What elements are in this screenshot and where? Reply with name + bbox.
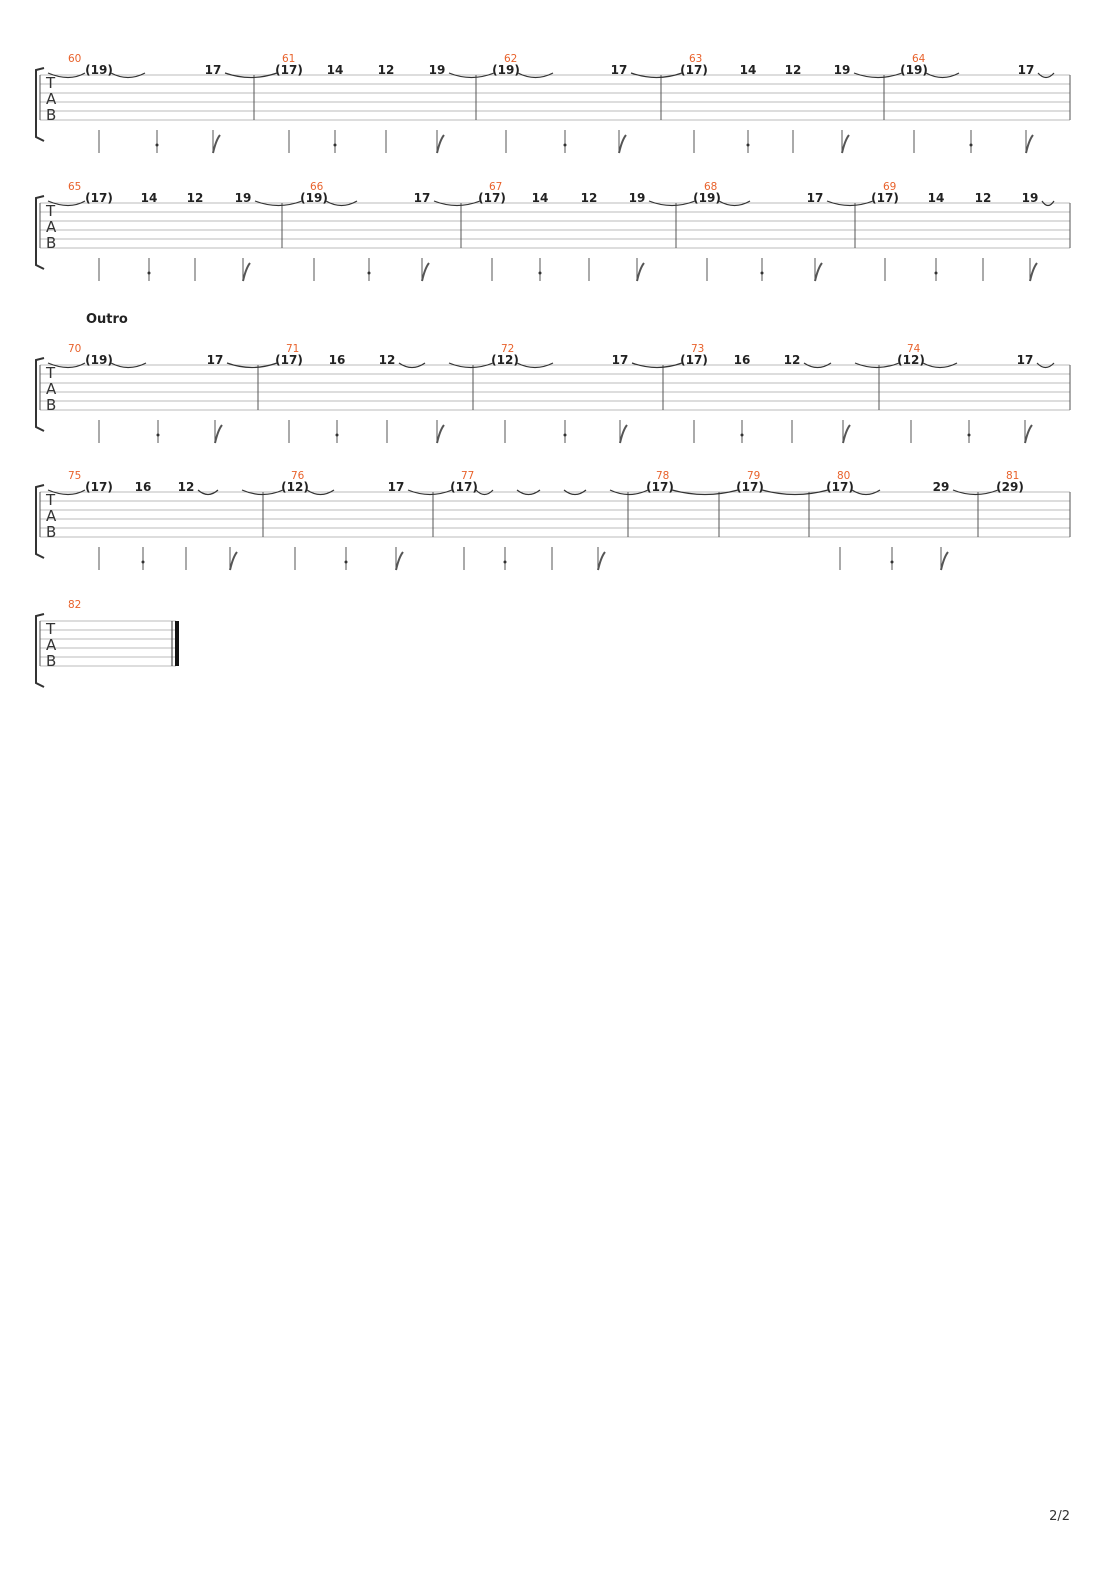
- fret-number: 14: [739, 63, 757, 77]
- fret-number: 12: [177, 480, 195, 494]
- fret-number: 12: [580, 191, 598, 205]
- measure-number: 77: [461, 470, 475, 482]
- rhythm-dot: [741, 434, 744, 437]
- fret-number: (17): [646, 480, 674, 494]
- fret-number: (19): [900, 63, 928, 77]
- fret-number: 14: [531, 191, 549, 205]
- fret-number: 17: [1016, 353, 1034, 367]
- rhythm-dot: [564, 434, 567, 437]
- fret-number: (19): [85, 63, 113, 77]
- fret-number: (17): [736, 480, 764, 494]
- fret-number: (19): [85, 353, 113, 367]
- fret-number: 17: [610, 63, 628, 77]
- fret-number: 12: [186, 191, 204, 205]
- fret-number: (17): [680, 63, 708, 77]
- measure-number: 71: [286, 343, 300, 355]
- tab-clef-letter: A: [46, 218, 57, 236]
- fret-number: 19: [1021, 191, 1039, 205]
- fret-number: 17: [413, 191, 431, 205]
- fret-number: 12: [377, 63, 395, 77]
- fret-number: 29: [932, 480, 950, 494]
- measure-number: 73: [691, 343, 705, 355]
- fret-number: (17): [871, 191, 899, 205]
- rhythm-flag: [396, 552, 403, 570]
- fret-number: (17): [680, 353, 708, 367]
- rhythm-dot: [504, 561, 507, 564]
- rhythm-dot: [564, 144, 567, 147]
- tab-clef-letter: A: [46, 90, 57, 108]
- rhythm-dot: [368, 272, 371, 275]
- fret-number: 17: [1017, 63, 1035, 77]
- rhythm-flag: [941, 552, 948, 570]
- fret-number: (17): [450, 480, 478, 494]
- fret-number: 12: [378, 353, 396, 367]
- fret-number: 14: [927, 191, 945, 205]
- fret-number: (17): [478, 191, 506, 205]
- rhythm-flag: [213, 135, 220, 153]
- rhythm-flag: [243, 263, 250, 281]
- page-number: 2/2: [1049, 1509, 1070, 1524]
- fret-number: 17: [204, 63, 222, 77]
- section-label-outro: Outro: [86, 312, 128, 327]
- tab-clef-letter: T: [46, 202, 56, 220]
- rhythm-dot: [747, 144, 750, 147]
- rhythm-flag: [437, 425, 444, 443]
- fret-number: (17): [275, 353, 303, 367]
- measure-number: 60: [68, 53, 82, 65]
- fret-number: 12: [783, 353, 801, 367]
- fret-number: 19: [428, 63, 446, 77]
- rhythm-flag: [842, 135, 849, 153]
- fret-number: 12: [784, 63, 802, 77]
- measure-number: 76: [291, 470, 305, 482]
- fret-number: 17: [387, 480, 405, 494]
- fret-number: 19: [833, 63, 851, 77]
- fret-number: (12): [281, 480, 309, 494]
- measure-number: 78: [656, 470, 670, 482]
- rhythm-dot: [334, 144, 337, 147]
- tab-clef-letter: B: [46, 106, 57, 124]
- fret-number: 12: [974, 191, 992, 205]
- tab-clef-letter: T: [46, 74, 56, 92]
- fret-number: 19: [234, 191, 252, 205]
- rhythm-flag: [815, 263, 822, 281]
- measure-number: 80: [837, 470, 851, 482]
- fret-number: 19: [628, 191, 646, 205]
- measure-number: 69: [883, 181, 897, 193]
- fret-number: 16: [733, 353, 751, 367]
- rhythm-flag: [437, 135, 444, 153]
- rhythm-flag: [422, 263, 429, 281]
- tab-clef-letter: A: [46, 380, 57, 398]
- fret-number: (19): [693, 191, 721, 205]
- tab-clef-letter: A: [46, 507, 57, 525]
- measure-number: 79: [747, 470, 761, 482]
- fret-number: (17): [275, 63, 303, 77]
- rhythm-flag: [1026, 135, 1033, 153]
- measure-number: 82: [68, 599, 82, 611]
- rhythm-flag: [230, 552, 237, 570]
- rhythm-flag: [598, 552, 605, 570]
- measure-number: 62: [504, 53, 518, 65]
- fret-number: 17: [206, 353, 224, 367]
- fret-number: (12): [897, 353, 925, 367]
- measure-number: 63: [689, 53, 703, 65]
- measure-number: 68: [704, 181, 718, 193]
- fret-number: (17): [85, 191, 113, 205]
- rhythm-dot: [891, 561, 894, 564]
- rhythm-flag: [1025, 425, 1032, 443]
- tab-clef-letter: B: [46, 652, 57, 670]
- fret-number: 17: [806, 191, 824, 205]
- rhythm-dot: [336, 434, 339, 437]
- fret-number: (17): [826, 480, 854, 494]
- tab-clef-letter: B: [46, 234, 57, 252]
- fret-number: (19): [300, 191, 328, 205]
- rhythm-flag: [619, 135, 626, 153]
- tab-clef-letter: T: [46, 620, 56, 638]
- fret-number: 16: [134, 480, 152, 494]
- measure-number: 65: [68, 181, 82, 193]
- fret-number: (17): [85, 480, 113, 494]
- fret-number: 17: [611, 353, 629, 367]
- rhythm-dot: [148, 272, 151, 275]
- rhythm-dot: [345, 561, 348, 564]
- measure-number: 66: [310, 181, 324, 193]
- rhythm-flag: [637, 263, 644, 281]
- rhythm-flag: [843, 425, 850, 443]
- tab-clef-letter: T: [46, 364, 56, 382]
- rhythm-dot: [157, 434, 160, 437]
- fret-number: 16: [328, 353, 346, 367]
- rhythm-flag: [1030, 263, 1037, 281]
- fret-number: (29): [996, 480, 1024, 494]
- measure-number: 74: [907, 343, 921, 355]
- measure-number: 67: [489, 181, 503, 193]
- rhythm-flag: [620, 425, 627, 443]
- fret-number: (19): [492, 63, 520, 77]
- tab-clef-letter: B: [46, 523, 57, 541]
- rhythm-flag: [215, 425, 222, 443]
- measure-number: 70: [68, 343, 82, 355]
- fret-number: (12): [491, 353, 519, 367]
- rhythm-dot: [761, 272, 764, 275]
- rhythm-dot: [935, 272, 938, 275]
- rhythm-dot: [142, 561, 145, 564]
- tab-clef-letter: B: [46, 396, 57, 414]
- rhythm-dot: [156, 144, 159, 147]
- measure-number: 61: [282, 53, 296, 65]
- tab-clef-letter: A: [46, 636, 57, 654]
- rhythm-dot: [970, 144, 973, 147]
- measure-number: 81: [1006, 470, 1020, 482]
- fret-number: 14: [140, 191, 158, 205]
- measure-number: 64: [912, 53, 926, 65]
- measure-number: 72: [501, 343, 515, 355]
- measure-number: 75: [68, 470, 82, 482]
- tab-clef-letter: T: [46, 491, 56, 509]
- fret-number: 14: [326, 63, 344, 77]
- rhythm-dot: [539, 272, 542, 275]
- rhythm-dot: [968, 434, 971, 437]
